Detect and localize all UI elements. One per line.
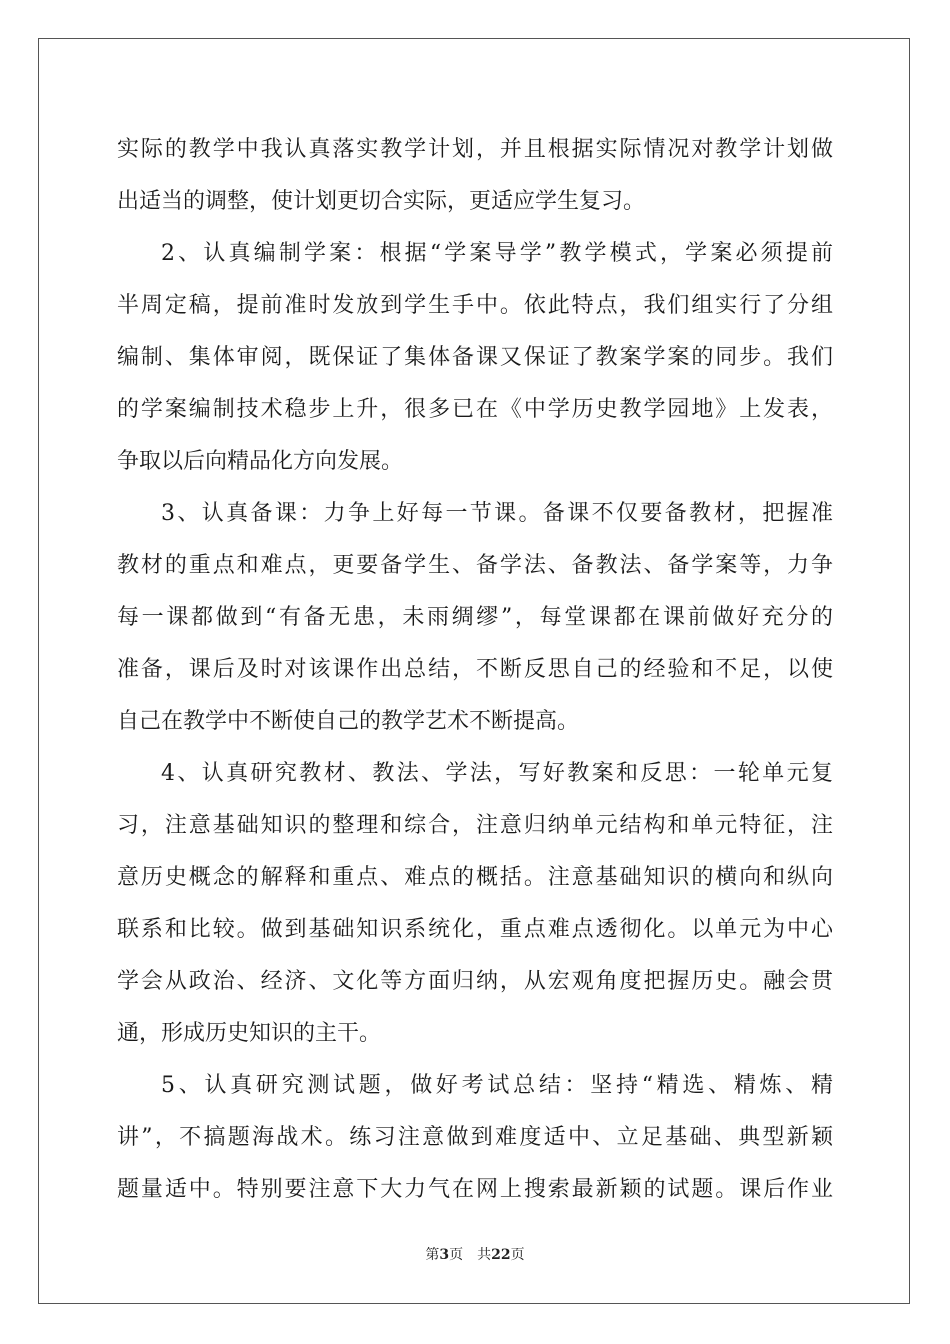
text-line: 意历史概念的解释和重点、难点的概括。注意基础知识的横向和纵向 bbox=[117, 865, 833, 890]
text-line: 争取以后向精品化方向发展。 bbox=[117, 449, 404, 474]
text-line: 教材的重点和难点，更要备学生、备学法、备教法、备学案等，力争 bbox=[117, 553, 833, 578]
text-line: 出适当的调整，使计划更切合实际，更适应学生复习。 bbox=[117, 189, 646, 214]
total-pages: 22 bbox=[491, 1247, 511, 1263]
text-line: 联系和比较。做到基础知识系统化，重点难点透彻化。以单元为中心 bbox=[117, 917, 833, 942]
text-line: 学会从政治、经济、文化等方面归纳，从宏观角度把握历史。融会贯 bbox=[117, 969, 833, 994]
text-line: 3、认真备课：力争上好每一节课。备课不仅要备教材，把握准 bbox=[161, 501, 833, 526]
text-line: 准备，课后及时对该课作出总结，不断反思自己的经验和不足，以使 bbox=[117, 657, 833, 682]
text-line: 通，形成历史知识的主干。 bbox=[117, 1021, 382, 1046]
text-line: 2、认真编制学案：根据“学案导学”教学模式，学案必须提前 bbox=[161, 241, 833, 266]
text-line: 每一课都做到“有备无患，未雨绸缪”，每堂课都在课前做好充分的 bbox=[117, 605, 833, 630]
text-line: 5、认真研究测试题，做好考试总结：坚持“精选、精炼、精 bbox=[161, 1073, 833, 1098]
text-line: 半周定稿，提前准时发放到学生手中。依此特点，我们组实行了分组 bbox=[117, 293, 833, 318]
text-line: 实际的教学中我认真落实教学计划，并且根据实际情况对教学计划做 bbox=[117, 137, 833, 162]
total-suffix: 页 bbox=[510, 1247, 525, 1263]
text-line: 的学案编制技术稳步上升，很多已在《中学历史教学园地》上发表， bbox=[117, 397, 833, 422]
page-number: 3 bbox=[439, 1247, 450, 1263]
text-line: 自己在教学中不断使自己的教学艺术不断提高。 bbox=[117, 709, 580, 734]
text-line: 4、认真研究教材、教法、学法，写好教案和反思：一轮单元复 bbox=[161, 761, 833, 786]
text-line: 习，注意基础知识的整理和综合，注意归纳单元结构和单元特征，注 bbox=[117, 813, 833, 838]
page-suffix: 页 bbox=[449, 1247, 464, 1263]
page-footer bbox=[0, 1244, 950, 1264]
page-prefix: 第 bbox=[425, 1247, 440, 1263]
text-line: 题量适中。特别要注意下大力气在网上搜索最新颖的试题。课后作业 bbox=[117, 1177, 833, 1202]
text-line: 讲”，不搞题海战术。练习注意做到难度适中、立足基础、典型新颖 bbox=[117, 1125, 833, 1150]
text-line: 编制、集体审阅，既保证了集体备课又保证了教案学案的同步。我们 bbox=[117, 345, 833, 370]
total-prefix: 共 bbox=[477, 1247, 492, 1263]
document-body bbox=[117, 124, 833, 1216]
